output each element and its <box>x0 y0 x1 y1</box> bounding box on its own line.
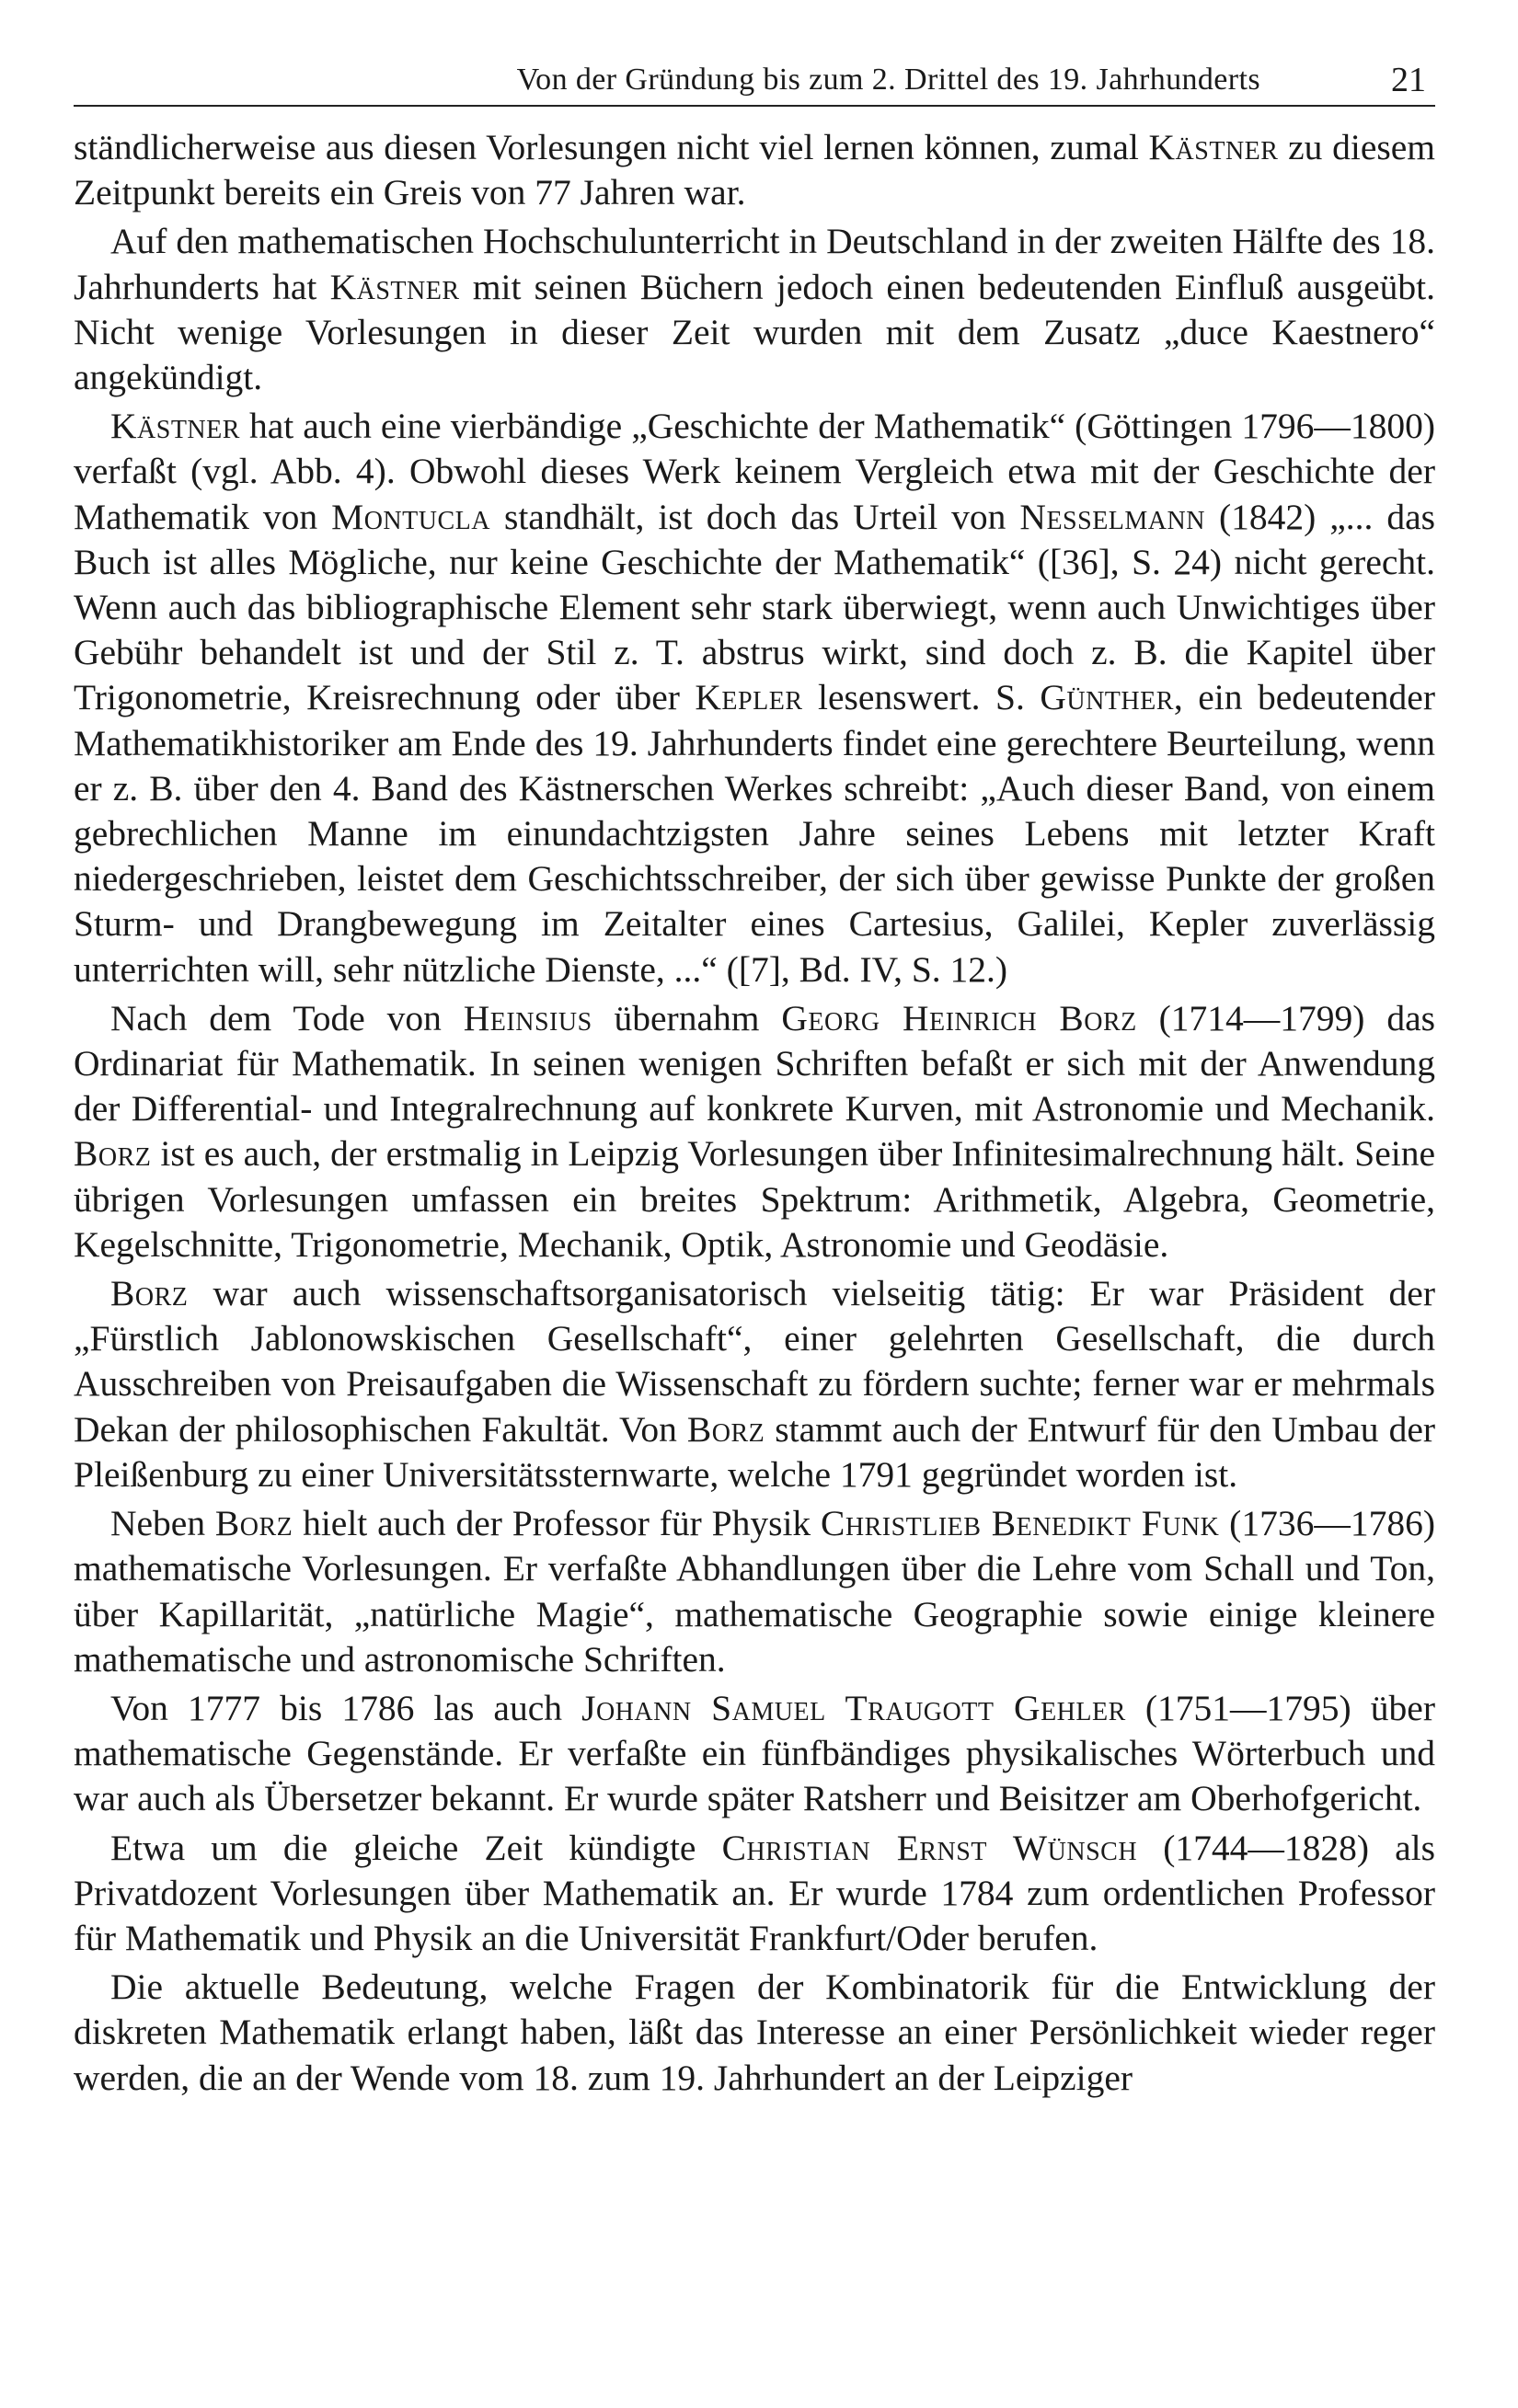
paragraph <box>74 1826 1435 1962</box>
text-run: ist es auch, der erstmalig in Leipzig Vorlesungen über Infinitesimalrechnung hält. Seine übrigen Vorlesungen umfassen ein breites Spektrum: Arithmetik, Algebra, Geometrie, Kegelschnitte, Trigonometrie, Mechanik, Optik, Astronomie und Geodäsie. <box>74 1133 1435 1265</box>
person-name: Borz <box>214 1503 293 1544</box>
person-name: Borz <box>110 1273 189 1314</box>
text-run: zu diesem Zeitpunkt bereits ein Greis von 77 Jahren war. <box>74 127 1435 213</box>
person-name: Georg Heinrich Borz <box>781 997 1137 1038</box>
person-name: Kästner <box>1148 127 1279 167</box>
person-name: Borz <box>686 1408 765 1450</box>
person-name: Günther <box>1040 677 1174 718</box>
text-run: hat auch eine vierbändige „Geschichte der Mathematik“ (Göttingen 1796—1800) verfaßt (vgl. Abb. 4). Obwohl dieses Werk keinem Vergleich etwa mit der Geschichte der Mathematik von <box>74 406 1435 537</box>
running-header <box>74 55 1435 107</box>
person-name: Kästner <box>110 406 240 447</box>
text-run: Etwa um die gleiche Zeit kündigte <box>110 1827 722 1868</box>
text-run: lesenswert. S. <box>802 677 1041 718</box>
book-page <box>74 55 1435 2101</box>
text-run: hielt auch der Professor für Physik <box>293 1503 821 1544</box>
person-name: Kepler <box>695 677 803 718</box>
paragraph <box>74 1501 1435 1682</box>
text-run: (1736—1786) mathematische Vorlesungen. Er verfaßte Abhandlungen über die Lehre vom Schall und Ton, über Kapillarität, „natürliche Magie“, mathematische Geographie sowie einige kleinere mathematische und astronomische Schriften. <box>74 1503 1435 1680</box>
page-number: 21 <box>1391 61 1426 99</box>
paragraph <box>74 219 1435 400</box>
person-name: Johann Samuel Traugott Gehler <box>581 1687 1126 1728</box>
paragraph <box>74 1965 1435 2101</box>
person-name: Heinsius <box>463 997 592 1038</box>
text-run: Von 1777 bis 1786 las auch <box>110 1687 582 1728</box>
person-name: Christlieb Benedikt Funk <box>821 1503 1220 1544</box>
text-run: Die aktuelle Bedeutung, welche Fragen der Kombinatorik für die Entwicklung der diskreten Mathematik erlangt haben, läßt das Interesse an einer Persönlichkeit wieder reger werden, die an der Wende vom 18. zum 19. Jahrhundert an der Leipziger <box>74 1967 1435 2098</box>
person-name: Christian Ernst Wünsch <box>721 1827 1138 1868</box>
paragraph <box>74 125 1435 215</box>
person-name: Borz <box>74 1133 152 1175</box>
body-text <box>74 125 1435 2101</box>
text-run: (1744—1828) als Privatdozent Vorlesungen über Mathematik an. Er wurde 1784 zum ordentlichen Professor für Mathematik und Physik an die Universität Frankfurt/Oder berufen. <box>74 1827 1436 1958</box>
text-run: Nach dem Tode von <box>110 997 464 1038</box>
paragraph <box>74 1271 1435 1497</box>
paragraph <box>74 404 1435 992</box>
running-title: Von der Gründung bis zum 2. Drittel des 19. Jahrhunderts <box>516 63 1260 97</box>
text-run: stammt auch der Entwurf für den Umbau der Pleißenburg zu einer Universitätssternwarte, welche 1791 gegründet worden ist. <box>74 1408 1435 1495</box>
person-name: Montucla <box>331 496 490 537</box>
text-run: war auch wissenschaftsorganisatorisch vielseitig tätig: Er war Präsident der „Fürstlich Jablonowskischen Gesellschaft“, einer gelehrten Gesellschaft, die durch Ausschreiben von Preisaufgaben die Wissenschaft zu fördern suchte; ferner war er mehrmals Dekan der philosophischen Fakultät. Von <box>74 1273 1435 1450</box>
text-run: , ein bedeutender Mathematikhistoriker am Ende des 19. Jahrhunderts findet eine gerechtere Beurteilung, wenn er z. B. über den 4. Band des Kästnerschen Werkes schreibt: „Auch dieser Band, von einem gebrechlichen Manne im einundachtzigsten Jahre seines Lebens mit letzter Kraft niedergeschrieben, leistet dem Geschichtsschreiber, der sich über gewisse Punkte der großen Sturm- und Drangbewegung im Zeitalter eines Cartesius, Galilei, Kepler zuverlässig unterrichten will, sehr nützliche Dienste, ...“ ([7], Bd. IV, S. 12.) <box>74 677 1435 990</box>
paragraph <box>74 996 1435 1267</box>
person-name: Kästner <box>329 266 460 307</box>
text-run: (1751—1795) über mathematische Gegenstände. Er verfaßte ein fünfbändiges physikalisches Wörterbuch und war auch als Übersetzer bekannt. Er wurde später Ratsherr und Beisitzer am Oberhofgericht. <box>74 1687 1435 1819</box>
text-run: (1842) „... das Buch ist alles Mögliche, nur keine Geschichte der Mathematik“ ([36], S. 24) nicht gerecht. Wenn auch das bibliographische Element sehr stark überwiegt, wenn auch Unwichtiges über Gebühr behandelt ist und der Stil z. T. abstrus wirkt, sind doch z. B. die Kapitel über Trigonometrie, Kreisrechnung oder über <box>74 496 1436 718</box>
paragraph <box>74 1686 1435 1822</box>
text-run: (1714—1799) das Ordinariat für Mathematik. In seinen wenigen Schriften befaßt er sich mit der Anwendung der Differential- und Integralrechnung auf konkrete Kurven, mit Astronomie und Mechanik. <box>74 997 1435 1129</box>
text-run: mit seinen Büchern jedoch einen bedeutenden Einfluß ausgeübt. Nicht wenige Vorlesungen in dieser Zeit wurden mit dem Zusatz „duce Kaestnero“ angekündigt. <box>74 266 1435 398</box>
text-run: Neben <box>110 1503 215 1544</box>
text-run: standhält, ist doch das Urteil von <box>489 496 1020 537</box>
text-run: Auf den mathematischen Hochschulunterricht in Deutschland in der zweiten Hälfte des 18. Jahrhunderts hat <box>74 221 1435 307</box>
text-run: ständlicherweise aus diesen Vorlesungen nicht viel lernen können, zumal <box>74 127 1149 167</box>
person-name: Nesselmann <box>1019 496 1205 537</box>
text-run: übernahm <box>592 997 782 1038</box>
